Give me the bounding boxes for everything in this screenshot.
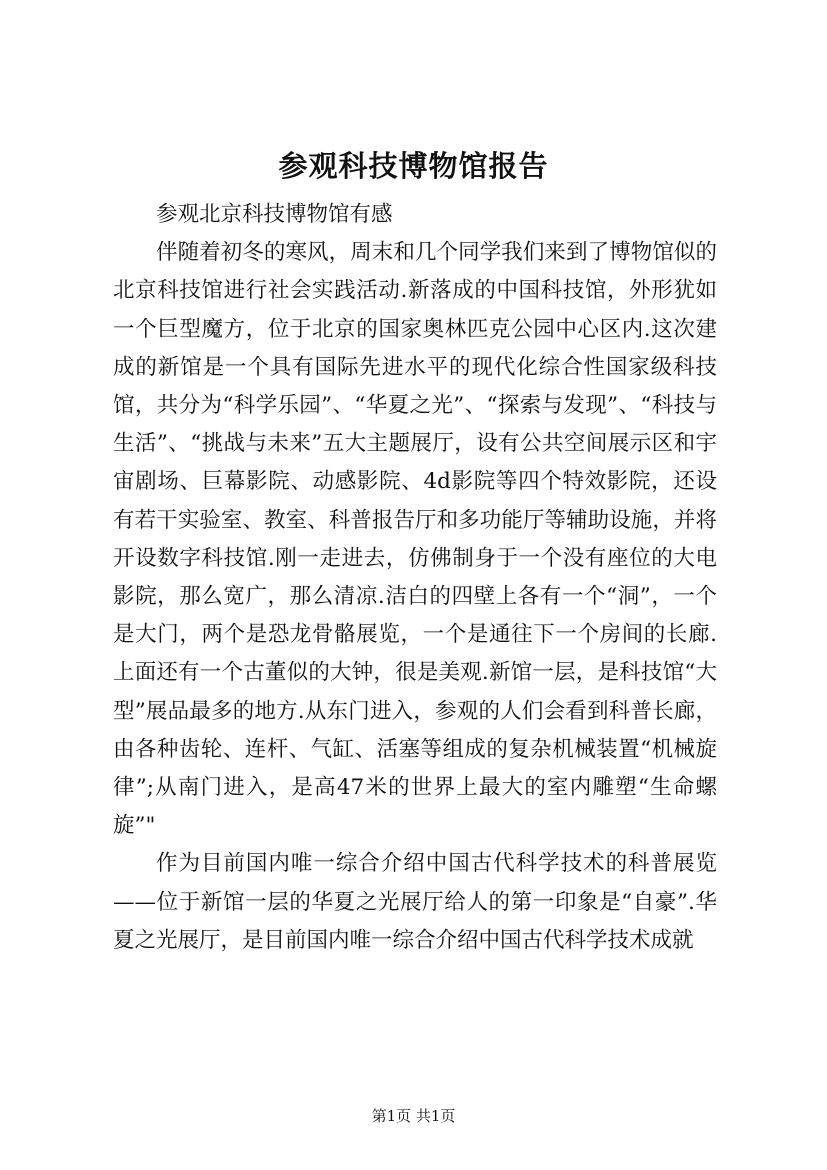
page-footer: 第1页 共1页 bbox=[371, 1107, 456, 1125]
body-paragraph: 伴随着初冬的寒风，周末和几个同学我们来到了博物馆似的北京科技馆进行社会实践活动.新落成的中国科技馆，外形犹如一个巨型魔方，位于北京的国家奥林匹克公园中心区内.这次建成的新馆是一个具有国际先进水平的现代化综合性国家级科技馆，共分为“科学乐园”、“华夏之光”、“探索与发现”、“科技与生活”、“挑战与未来”五大主题展厅，设有公共空间展示区和宇宙剧场、巨幕影院、动感影院、4d影院等四个特效影院，还设有若干实验室、教室、科普报告厅和多功能厅等辅助设施，并将开设数字科技馆.刚一走进去，仿佛制身于一个没有座位的大电影院，那么宽广，那么清凉.洁白的四壁上各有一个“洞”，一个是大门，两个是恐龙骨骼展览，一个是通往下一个房间的长廊.上面还有一个古董似的大钟，很是美观.新馆一层，是科技馆“大型”展品最多的地方.从东门进入，参观的人们会看到科普长廊，由各种齿轮、连杆、气缸、活塞等组成的复杂机械装置“机械旋律”;从南门进入，是高47米的世界上最大的室内雕塑“生命螺旋”" bbox=[113, 240, 717, 839]
document-body bbox=[113, 196, 717, 960]
subtitle-paragraph: 参观北京科技博物馆有感 bbox=[156, 202, 393, 227]
document-title: 参观科技博物馆报告 bbox=[278, 149, 549, 183]
body-paragraph: 作为目前国内唯一综合介绍中国古代科学技术的科普展览——位于新馆一层的华夏之光展厅给人的第一印象是“自豪”.华夏之光展厅，是目前国内唯一综合介绍中国古代科学技术成就 bbox=[113, 851, 717, 953]
